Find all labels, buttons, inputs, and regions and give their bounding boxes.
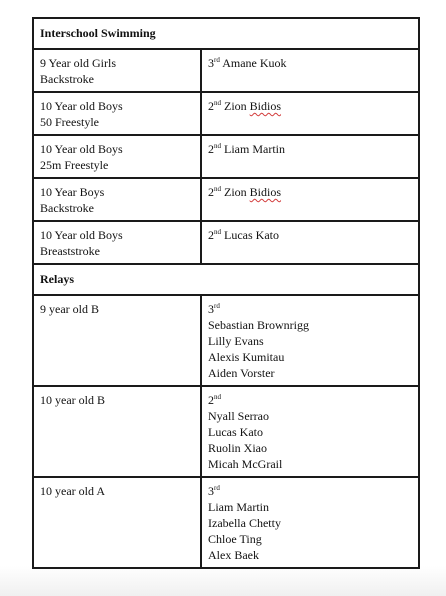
swimmer-first-name: Liam: [224, 142, 253, 156]
result-cell: [201, 135, 419, 178]
place-number: 3: [208, 56, 214, 70]
table-row: [33, 92, 419, 135]
relay-swimmer: Sebastian Brownrigg: [208, 318, 309, 332]
swimmer-first-name: Amane: [222, 56, 260, 70]
section-title-relays: Relays: [33, 264, 419, 295]
place-number: 2: [208, 142, 214, 156]
result-cell: [201, 178, 419, 221]
table-row: [33, 221, 419, 264]
swimmer-first-name: Zion: [224, 185, 250, 199]
team-cell: 10 year old A: [33, 477, 201, 568]
relay-swimmer: Alexis Kumitau: [208, 350, 285, 364]
table-row: [33, 477, 419, 568]
place-suffix: rd: [214, 56, 220, 64]
place-number: 2: [208, 99, 214, 113]
place-number: 3: [208, 302, 214, 316]
place-suffix: nd: [214, 185, 221, 193]
relay-result-cell: [201, 386, 419, 477]
result-cell: [201, 221, 419, 264]
place-suffix: nd: [214, 393, 221, 401]
relay-place: [208, 483, 412, 499]
relay-swimmer: Micah McGrail: [208, 457, 283, 471]
spellcheck-flagged-name[interactable]: Bidios: [249, 99, 282, 113]
swimmer-last-name: Kuok: [259, 56, 287, 70]
event-line: 10 Year old Boys: [40, 142, 123, 156]
event-line: 10 Year old Boys: [40, 99, 123, 113]
event-line: 10 Year Boys: [40, 185, 105, 199]
event-line: Backstroke: [40, 201, 94, 215]
event-line: Breaststroke: [40, 244, 100, 258]
table-row: [33, 49, 419, 92]
event-cell: [33, 221, 201, 264]
spellcheck-flagged-name[interactable]: Bidios: [249, 185, 282, 199]
event-cell: [33, 178, 201, 221]
table-row: [33, 135, 419, 178]
table-row: [33, 386, 419, 477]
place-number: 2: [208, 228, 214, 242]
relay-result-cell: [201, 477, 419, 568]
place-suffix: nd: [214, 142, 221, 150]
table-row: [33, 295, 419, 386]
place-suffix: rd: [214, 302, 220, 310]
swimmer-last-name: Kato: [255, 228, 279, 242]
place-suffix: nd: [214, 99, 221, 107]
table-row: [33, 178, 419, 221]
event-line: Backstroke: [40, 72, 94, 86]
relay-swimmer: Alex Baek: [208, 548, 259, 562]
swimmer-last-name: Martin: [252, 142, 285, 156]
swimmer-first-name: Lucas: [224, 228, 256, 242]
place-suffix: rd: [214, 484, 220, 492]
event-line: 25m Freestyle: [40, 158, 109, 172]
section-title-swimming: Interschool Swimming: [33, 18, 419, 49]
team-cell: 9 year old B: [33, 295, 201, 386]
relay-swimmer: Chloe Ting: [208, 532, 262, 546]
place-number: 2: [208, 393, 214, 407]
result-cell: [201, 49, 419, 92]
relay-swimmer: Izabella Chetty: [208, 516, 281, 530]
place-number: 2: [208, 185, 214, 199]
section-row-relays: [33, 264, 419, 295]
event-line: 10 Year old Boys: [40, 228, 123, 242]
event-cell: [33, 92, 201, 135]
team-cell: 10 year old B: [33, 386, 201, 477]
event-cell: [33, 135, 201, 178]
event-line: 9 Year old Girls: [40, 56, 117, 70]
relay-swimmer: Lilly Evans: [208, 334, 264, 348]
place-number: 3: [208, 484, 214, 498]
result-cell: [201, 92, 419, 135]
relay-result-cell: [201, 295, 419, 386]
relay-swimmer: Ruolin Xiao: [208, 441, 267, 455]
relay-swimmer: Lucas Kato: [208, 425, 263, 439]
event-cell: [33, 49, 201, 92]
relay-swimmer: Nyall Serrao: [208, 409, 269, 423]
section-row-swimming: [33, 18, 419, 49]
event-line: 50 Freestyle: [40, 115, 99, 129]
swimmer-first-name: Zion: [224, 99, 250, 113]
place-suffix: nd: [214, 228, 221, 236]
relay-place: [208, 301, 412, 317]
results-table: [32, 17, 420, 569]
relay-swimmer: Aiden Vorster: [208, 366, 275, 380]
relay-swimmer: Liam Martin: [208, 500, 269, 514]
relay-place: [208, 392, 412, 408]
